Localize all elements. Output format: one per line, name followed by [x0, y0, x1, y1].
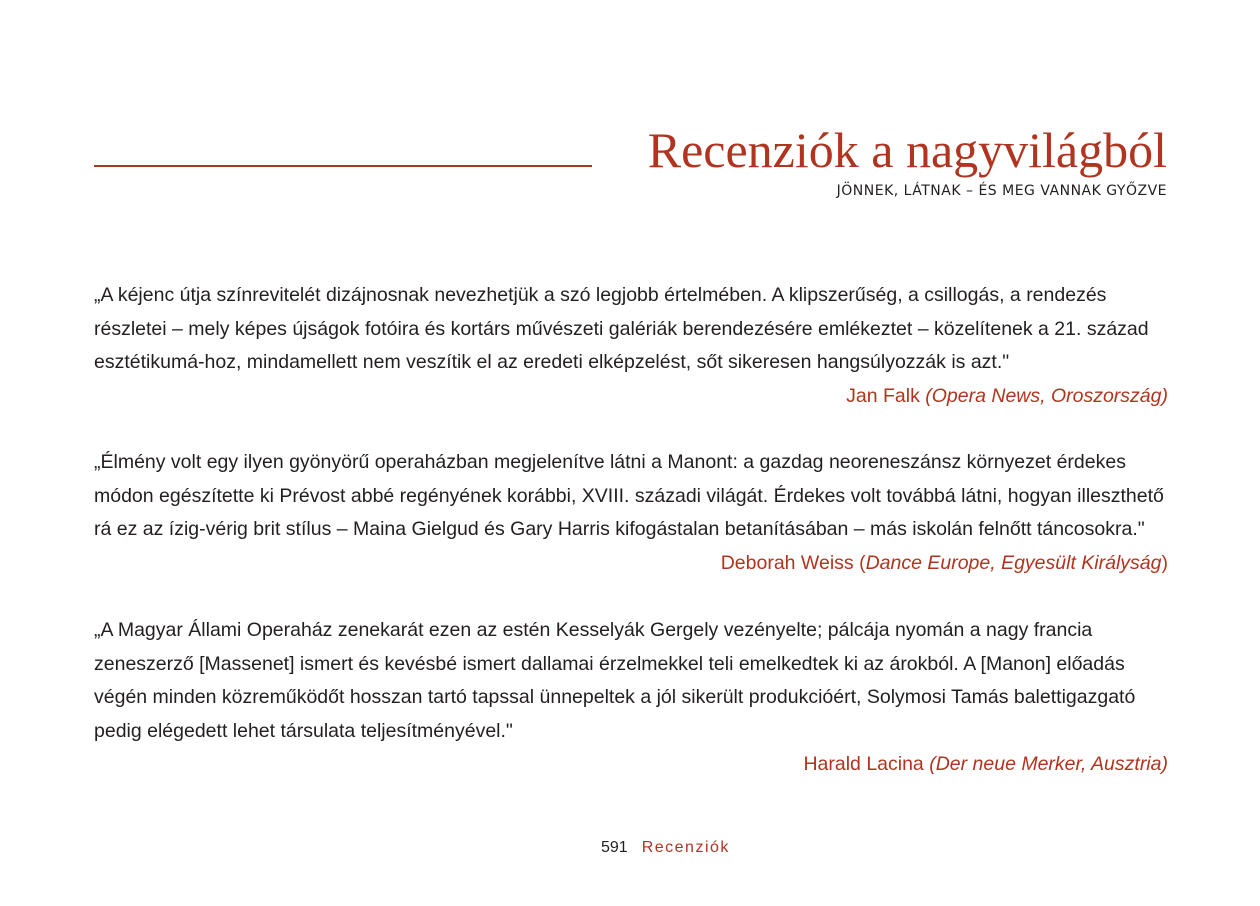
- review-attribution: [94, 380, 1168, 414]
- source-close-paren: ): [1161, 551, 1168, 574]
- page-subtitle: JÖNNEK, LÁTNAK – ÉS MEG VANNAK GYŐZVE: [836, 183, 1167, 199]
- review-attribution: [94, 547, 1168, 581]
- source-name: Dance Europe, Egyesült Királyság: [865, 551, 1162, 574]
- review-source: [859, 552, 1168, 574]
- review-block-1: [94, 279, 1168, 413]
- source-open-paren: (: [925, 384, 932, 407]
- review-author: Deborah Weiss: [720, 551, 854, 574]
- source-close-paren: ): [1161, 753, 1168, 775]
- review-attribution: [94, 748, 1168, 782]
- source-name: Der neue Merker, Ausztria: [935, 753, 1162, 775]
- review-block-2: [94, 446, 1168, 580]
- page-title: Recenziók a nagyvilágból: [647, 122, 1167, 178]
- review-quote: „Élmény volt egy ilyen gyönyörű operaházban megjelenítve látni a Manont: a gazdag neoreneszánsz környezet érdekes módon egészítette ki Prévost abbé regényének korábbi, XVIII. századi világát. Érdekes volt továbbá látni, hogyan illeszthető rá ez az ízig-vérig brit stílus – Maina Gielgud és Gary Harris kifogástalan betanításában – más iskolán felnőtt táncosokra.": [94, 451, 1164, 540]
- source-open-paren: (: [929, 753, 936, 775]
- header-rule: [94, 165, 592, 167]
- section-label: Recenziók: [641, 839, 730, 856]
- review-block-3: [94, 614, 1168, 782]
- source-close-paren: ): [1161, 384, 1168, 407]
- review-source: [929, 753, 1168, 775]
- source-name: Opera News, Oroszország: [931, 384, 1162, 407]
- review-author: Jan Falk: [846, 384, 920, 407]
- review-quote: „A kéjenc útja színrevitelét dizájnosnak nevezhetjük a szó legjobb értelmében. A klipszerűség, a csillogás, a rendezés részletei – mely képes újságok fotóira és kortárs művészeti galériák berendezésére emlékeztet – közelítenek a 21. század esztétikumá-hoz, mindamellett nem veszítik el az eredeti elképzelést, sőt sikeresen hangsúlyozzák is azt.": [94, 284, 1149, 373]
- page-footer: [601, 836, 730, 860]
- source-open-paren: (: [859, 551, 866, 574]
- review-source: [925, 385, 1168, 407]
- page-number: 591: [601, 839, 628, 856]
- review-author: Harald Lacina: [803, 753, 924, 775]
- review-quote: „A Magyar Állami Operaház zenekarát ezen az estén Kesselyák Gergely vezényelte; pálcája nyomán a nagy francia zeneszerző [Massenet] ismert és kevésbé ismert dallamai érzelmekkel teli emelkedtek ki az árokból. A [Manon] előadás végén minden közreműködőt hosszan tartó tapssal ünnepeltek a jól sikerült produkcióért, Solymosi Tamás balettigazgató pedig elégedett lehet társulata teljesítményével.": [94, 619, 1136, 742]
